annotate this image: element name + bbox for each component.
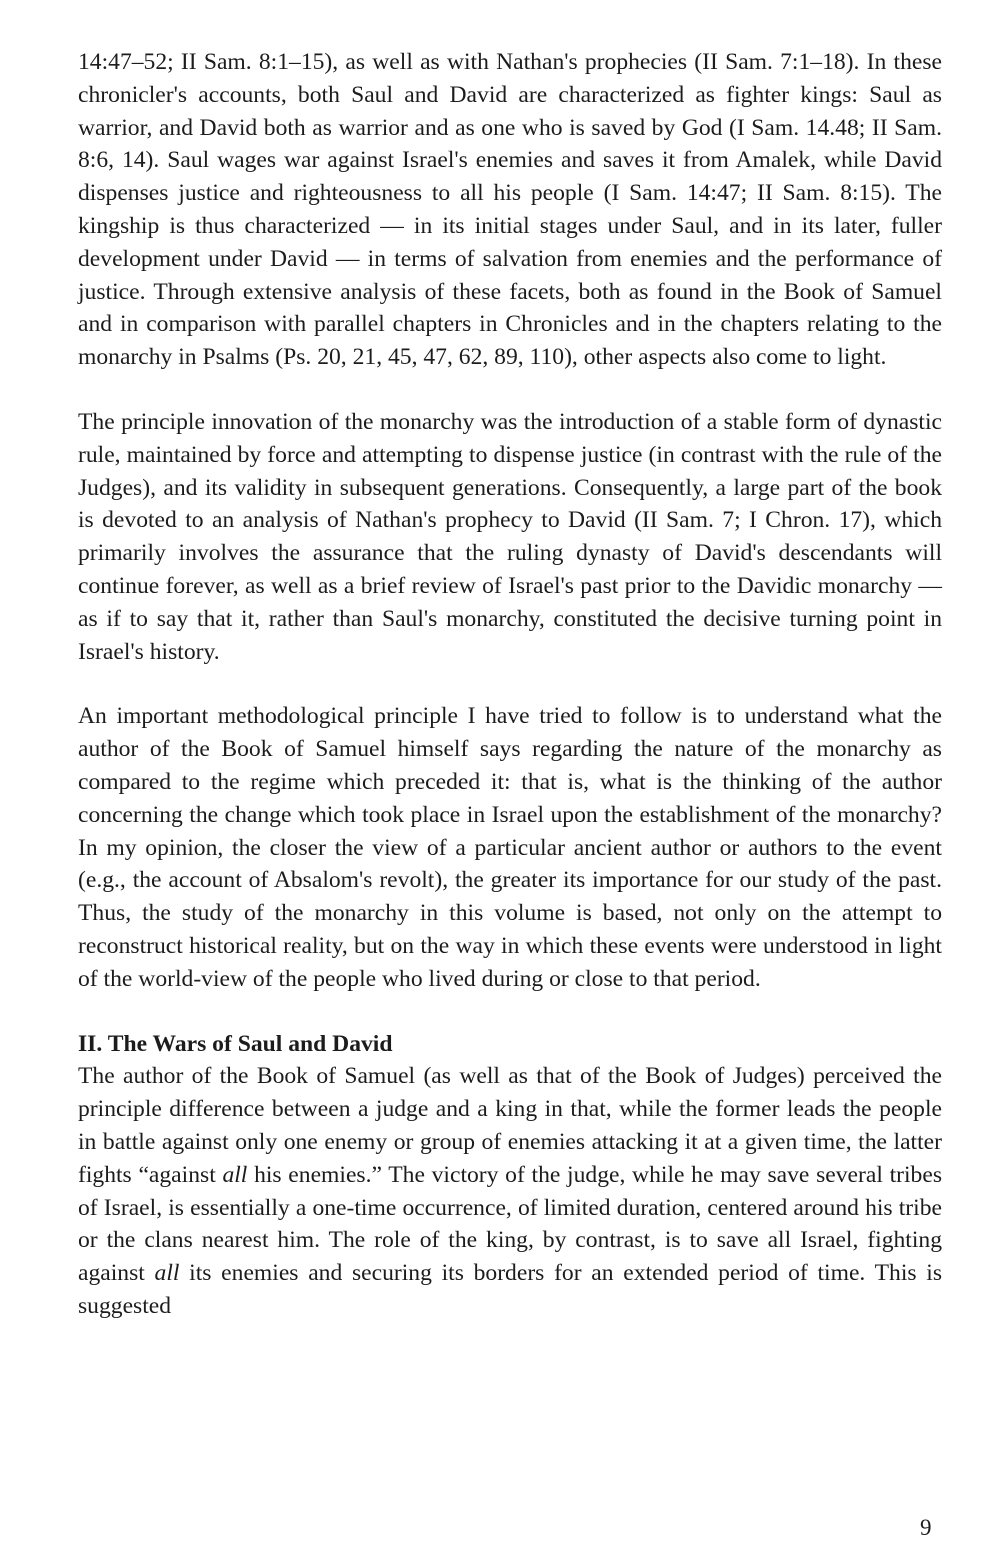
paragraph-gap: [78, 996, 942, 1028]
section-text-part-1: The author of the Book of Samuel (as well as that of the Book of Judges) perceived the principle difference between a judge and a king in that, while the former leads the people in battle against only one enemy or group of enemies attacking it at a given time, the latter fights “against: [78, 1063, 942, 1188]
emphasis-all-1: all: [222, 1161, 248, 1188]
page-number: 9: [920, 1515, 932, 1540]
page-body: [78, 46, 942, 1323]
paragraph-3: An important methodological principle I have tried to follow is to understand what the author of the Book of Samuel himself says regarding the nature of the monarchy as compared to the regime which preceded it: that is, what is the thinking of the author concerning the change which took place in Israel upon the establishment of the monarchy? In my opinion, the closer the view of a particular ancient author or authors to the event (e.g., the account of Absalom's revolt), the greater its importance for our study of the past. Thus, the study of the monarchy in this volume is based, not only on the attempt to reconstruct historical reality, but on the way in which these events were understood in light of the world-view of the people who lived during or close to that period.: [78, 703, 942, 992]
emphasis-all-2: all: [154, 1260, 180, 1287]
section-text-part-2: his enemies.” The victory of the judge, while he may save several tribes of Israel, is essentially a one-time occurrence, of limited duration, centered around his tribe or the clans nearest him. The role of the king, by contrast, is to save all Israel, fighting against: [78, 1161, 943, 1287]
section-text-part-3: its enemies and securing its borders for an extended period of time. This is suggested: [78, 1260, 943, 1319]
section-paragraph: [78, 1060, 942, 1322]
paragraph-1: 14:47–52; II Sam. 8:1–15), as well as with Nathan's prophecies (II Sam. 7:1–18). In these chronicler's accounts, both Saul and David are characterized as fighter kings: Saul as warrior, and David both as warrior and as one who is saved by God (I Sam. 14.48; II Sam. 8:6, 14). Saul wages war against Israel's enemies and saves it from Amalek, while David dispenses justice and righteousness to all his people (I Sam. 14:47; II Sam. 8:15). The kingship is thus characterized — in its initial stages under Saul, and in its later, fuller development under David — in terms of salvation from enemies and the performance of justice. Through extensive analysis of these facets, both as found in the Book of Samuel and in comparison with parallel chapters in Chronicles and in the chapters relating to the monarchy in Psalms (Ps. 20, 21, 45, 47, 62, 89, 110), other aspects also come to light.: [78, 49, 942, 371]
paragraph-gap: [78, 668, 942, 700]
paragraph-2: The principle innovation of the monarchy was the introduction of a stable form of dynastic rule, maintained by force and attempting to dispense justice (in contrast with the rule of the Judges), and its validity in subsequent generations. Consequently, a large part of the book is devoted to an analysis of Nathan's prophecy to David (II Sam. 7; I Chron. 17), which primarily involves the assurance that the ruling dynasty of David's descendants will continue forever, as well as a brief review of Israel's past prior to the Davidic monarchy — as if to say that it, rather than Saul's monarchy, constituted the decisive turning point in Israel's history.: [78, 408, 942, 665]
paragraph-gap: [78, 374, 942, 406]
section-heading: II. The Wars of Saul and David: [78, 1030, 393, 1057]
